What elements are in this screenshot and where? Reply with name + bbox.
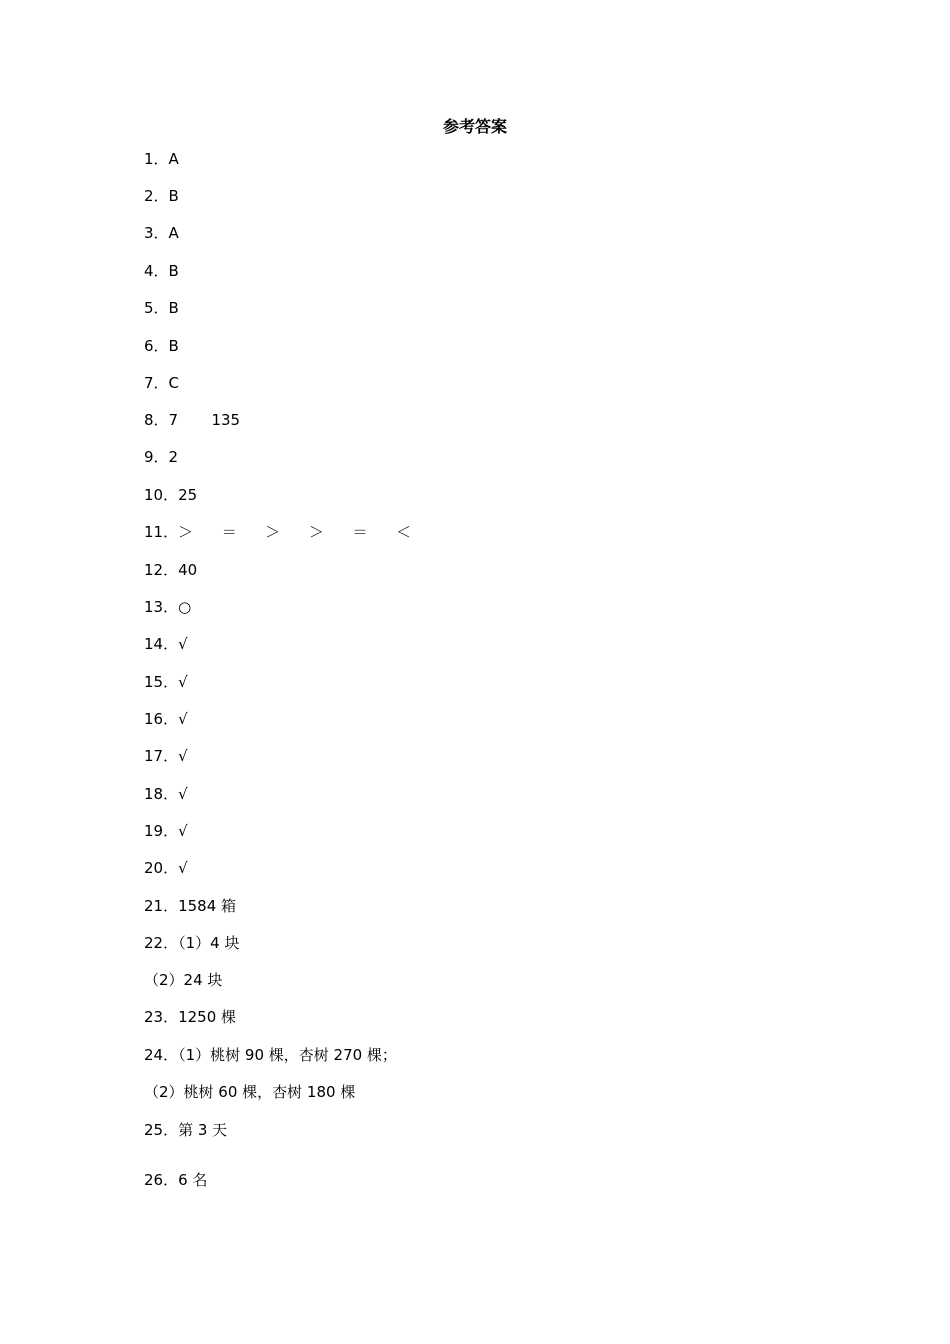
answer-10: 10．25 <box>144 486 198 504</box>
answer-7: 7．C <box>144 374 180 392</box>
answer-6: 6．B <box>144 337 179 355</box>
answer-22: 22．（1）4 块 <box>144 934 240 952</box>
answer-24-part-2: （2）桃树 60 棵，杏树 180 棵 <box>144 1083 356 1101</box>
answer-23: 23．1250 棵 <box>144 1008 237 1026</box>
answer-26: 26．6 名 <box>144 1171 208 1189</box>
answer-3: 3．A <box>144 224 179 242</box>
answer-22-part-2: （2）24 块 <box>144 971 223 989</box>
answer-18: 18．√ <box>144 785 188 803</box>
answer-15: 15．√ <box>144 673 188 691</box>
answer-14: 14．√ <box>144 635 188 653</box>
answer-21: 21．1584 箱 <box>144 897 237 915</box>
answer-24: 24．（1）桃树 90 棵，杏树 270 棵； <box>144 1046 397 1064</box>
answer-5: 5．B <box>144 299 179 317</box>
page-title: 参考答案 <box>442 117 507 136</box>
answer-12: 12．40 <box>144 561 198 579</box>
answer-17: 17．√ <box>144 747 188 765</box>
answer-16: 16．√ <box>144 710 188 728</box>
answer-11: 11．＞ ＝ ＞ ＞ ＝ ＜ <box>144 523 412 541</box>
answer-13: 13．○ <box>144 598 192 616</box>
answer-19: 19．√ <box>144 822 188 840</box>
answer-20: 20．√ <box>144 859 188 877</box>
answer-1: 1．A <box>144 150 179 168</box>
answer-9: 9．2 <box>144 448 179 466</box>
answer-4: 4．B <box>144 262 179 280</box>
answer-8: 8．7 135 <box>144 411 241 429</box>
answer-25: 25．第 3 天 <box>144 1121 228 1139</box>
answer-2: 2．B <box>144 187 179 205</box>
